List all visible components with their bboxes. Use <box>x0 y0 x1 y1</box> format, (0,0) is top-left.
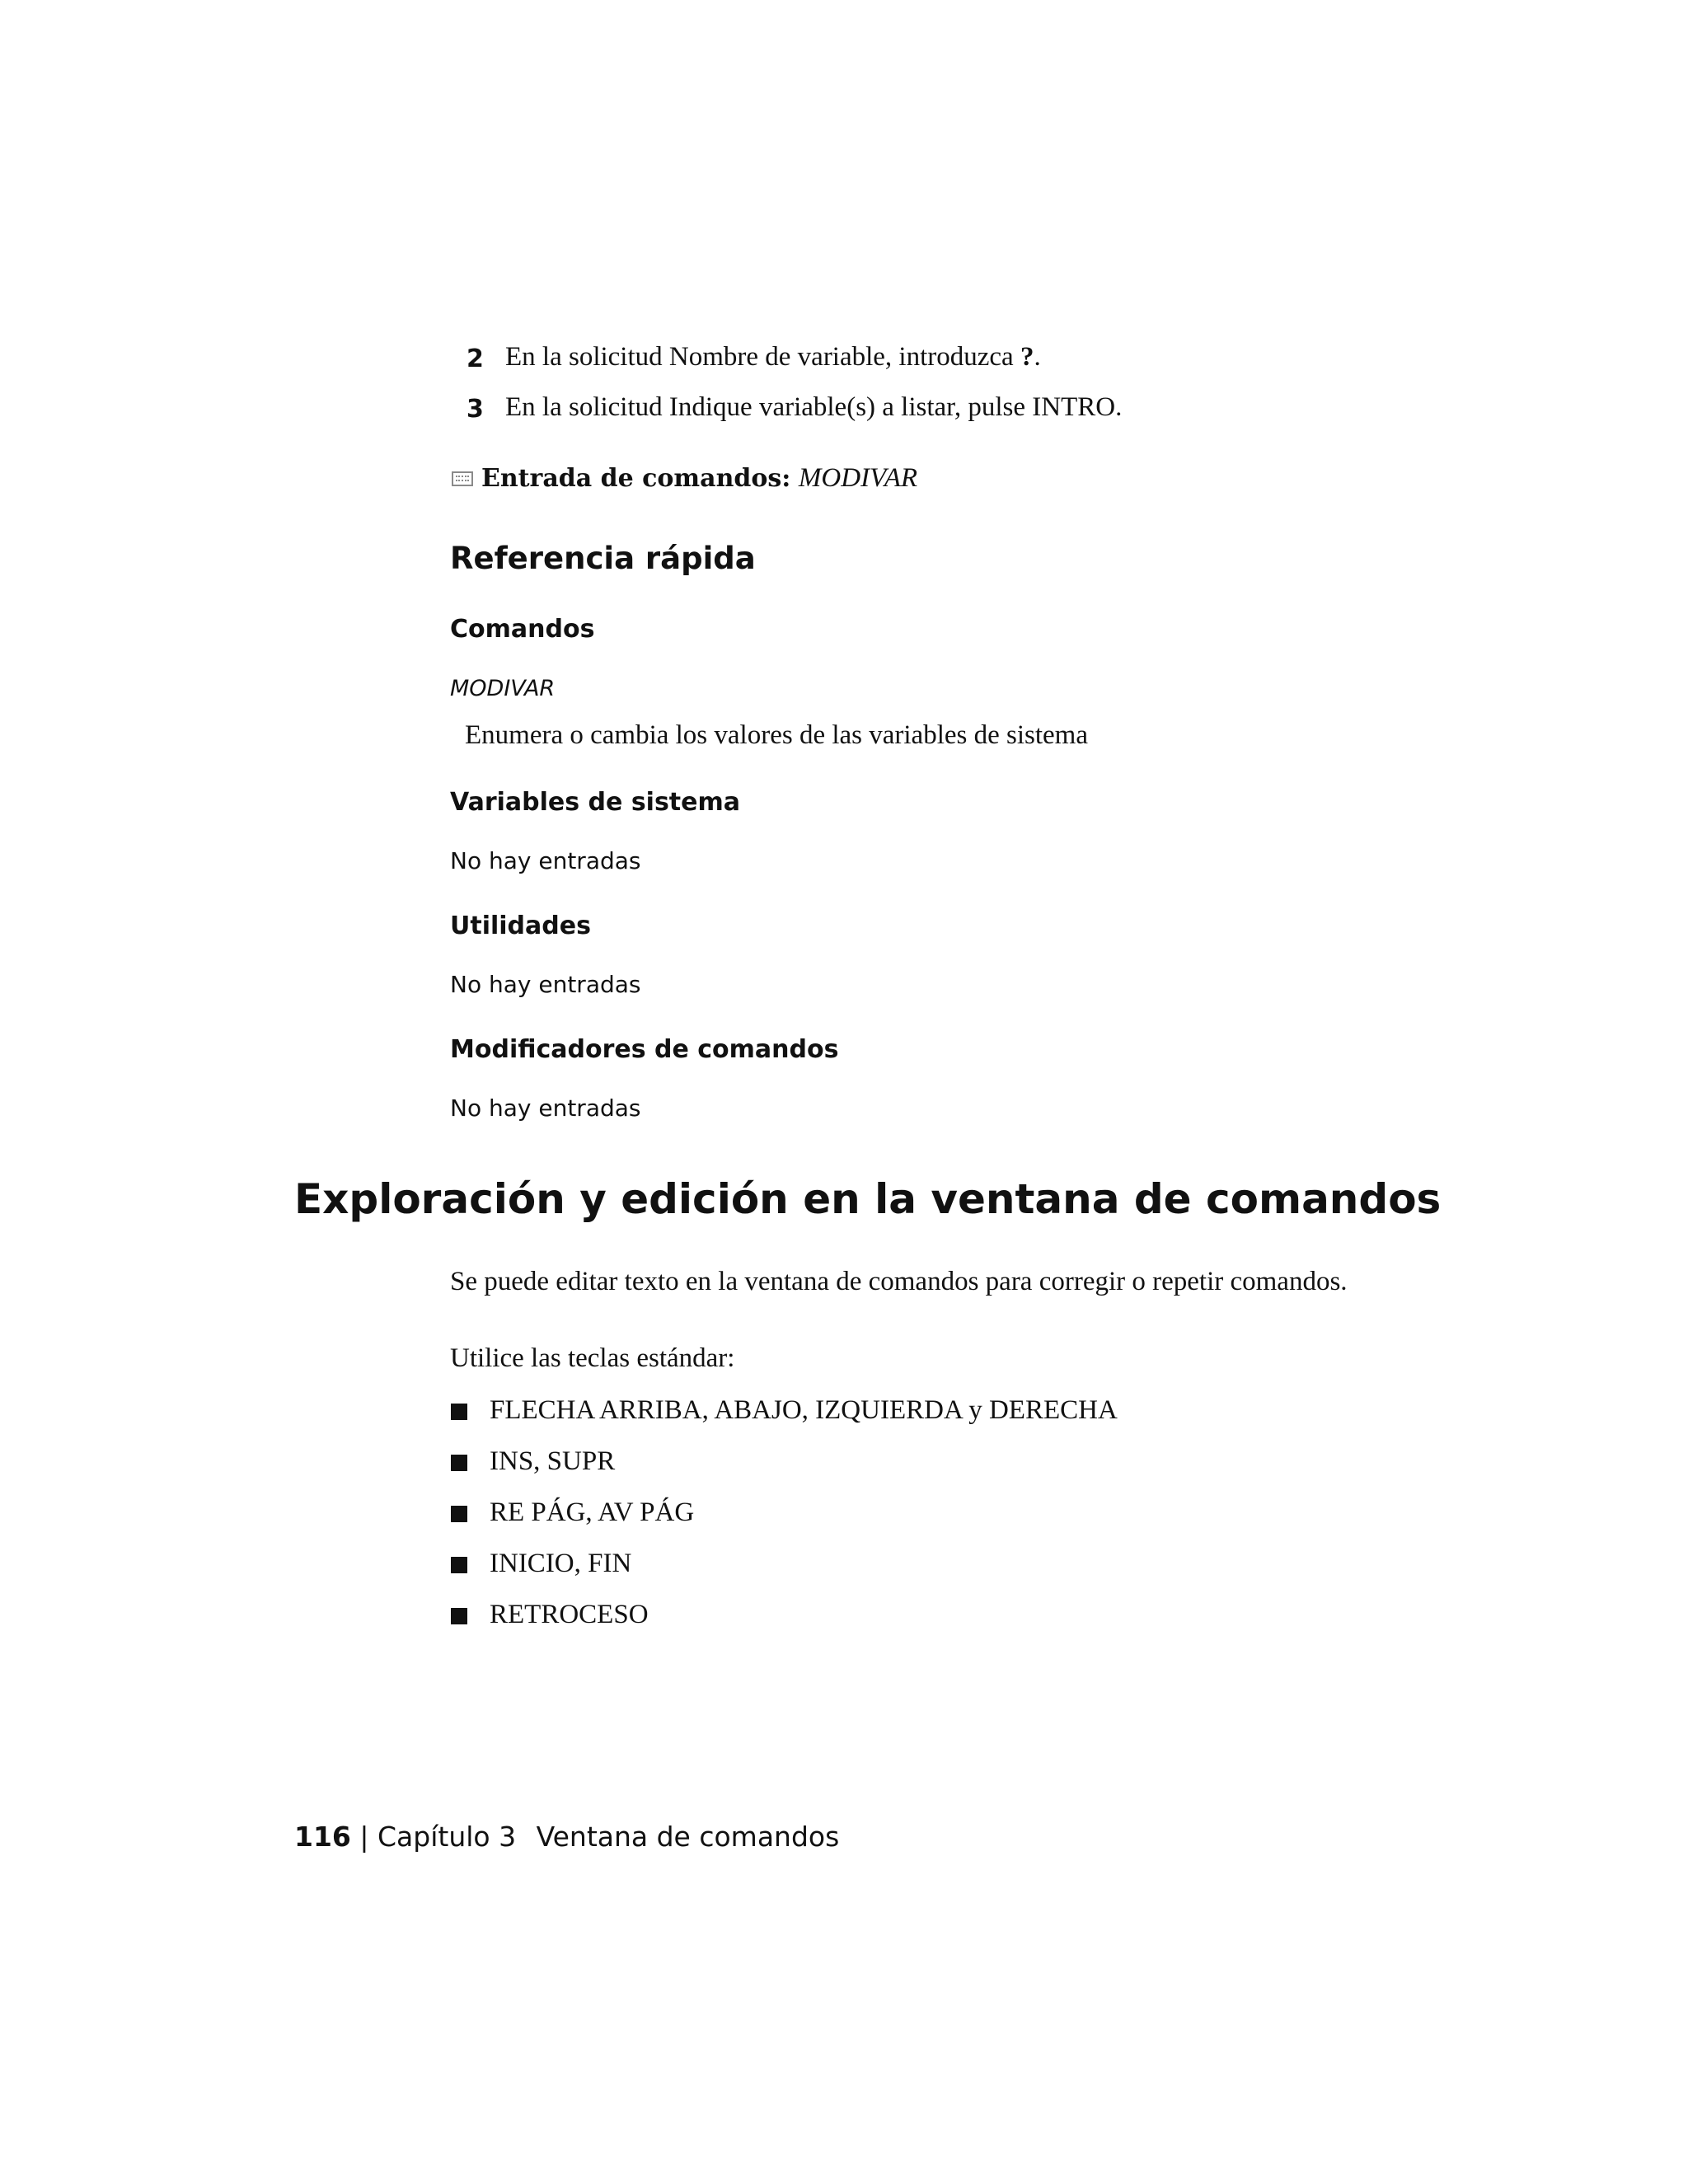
step-number: 2 <box>467 344 484 373</box>
bullet-square-icon <box>451 1608 467 1624</box>
command-modifiers-heading: Modificadores de comandos <box>450 1035 839 1064</box>
system-variables-text: No hay entradas <box>450 847 641 874</box>
command-entry-label: Entrada de comandos: <box>481 464 791 493</box>
bullet-square-icon <box>451 1506 467 1522</box>
list-item: RE PÁG, AV PÁG <box>490 1497 695 1527</box>
list-item: INS, SUPR <box>490 1446 616 1476</box>
step-text: En la solicitud Indique variable(s) a listar, pulse INTRO. <box>505 392 1123 422</box>
page-footer <box>294 1821 839 1853</box>
bullet-square-icon <box>451 1557 467 1573</box>
bullet-square-icon <box>451 1404 467 1420</box>
list-item: FLECHA ARRIBA, ABAJO, IZQUIERDA y DERECHA <box>490 1395 1118 1425</box>
section-intro: Utilice las teclas estándar: <box>450 1343 735 1373</box>
command-modifiers-text: No hay entradas <box>450 1094 641 1122</box>
system-variables-heading: Variables de sistema <box>450 788 741 817</box>
footer-separator: | <box>359 1821 369 1853</box>
step-text: En la solicitud Nombre de variable, introduzca ?. <box>505 342 1041 372</box>
step-3 <box>467 392 1123 424</box>
page-number: 116 <box>294 1821 351 1853</box>
step-number: 3 <box>467 395 484 424</box>
bullet-square-icon <box>451 1455 467 1471</box>
command-description: Enumera o cambia los valores de las variables de sistema <box>465 720 1088 750</box>
step-2 <box>467 342 1041 373</box>
section-paragraph: Se puede editar texto en la ventana de comandos para corregir o repetir comandos. <box>450 1267 1348 1296</box>
utilities-heading: Utilidades <box>450 912 591 940</box>
commands-heading: Comandos <box>450 615 595 644</box>
keyboard-icon <box>452 471 473 486</box>
chapter-title: Ventana de comandos <box>536 1821 840 1853</box>
command-entry-value: MODIVAR <box>798 463 918 493</box>
utilities-text: No hay entradas <box>450 971 641 998</box>
list-item: INICIO, FIN <box>490 1549 632 1578</box>
command-name: MODIVAR <box>450 676 556 701</box>
section-title: Exploración y edición en la ventana de comandos <box>294 1175 1442 1223</box>
list-item: RETROCESO <box>490 1600 649 1629</box>
command-entry <box>481 463 917 494</box>
chapter-label: Capítulo 3 <box>377 1821 517 1853</box>
quick-reference-title: Referencia rápida <box>450 541 756 576</box>
